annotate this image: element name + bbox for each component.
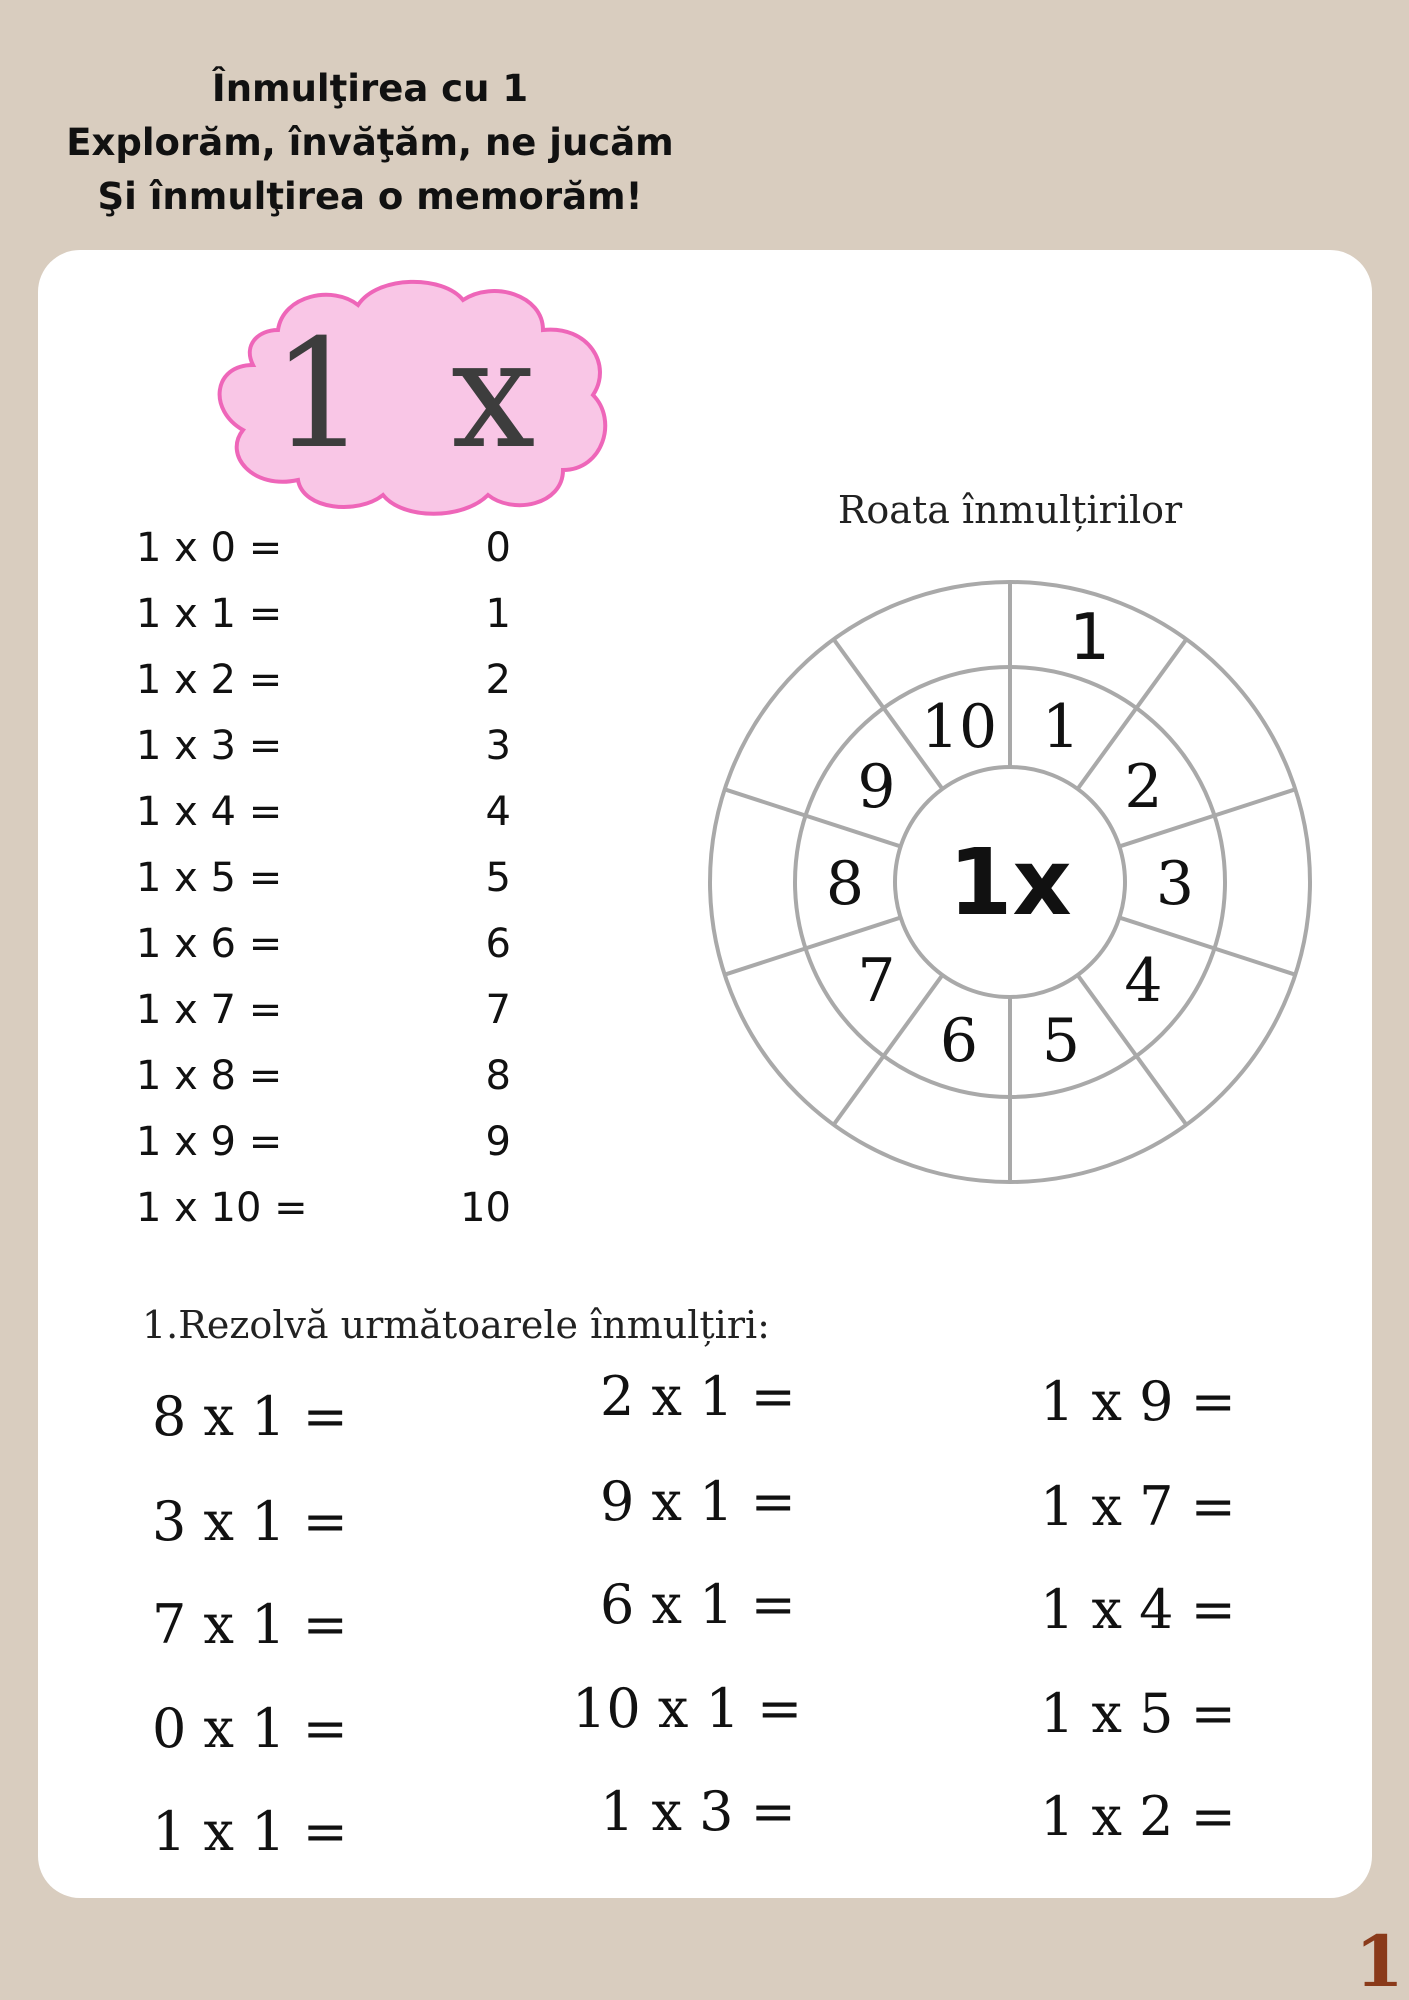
- exercise-item: 3 x 1 =: [152, 1490, 348, 1553]
- exercise-item: 1 x 4 =: [1040, 1578, 1236, 1641]
- wheel-outer-numbers: [1069, 601, 1110, 675]
- table-expression: 1 x 0 =: [136, 525, 283, 571]
- page-number: 1: [1355, 1920, 1404, 2000]
- table-result: 6: [485, 921, 511, 967]
- table-row: [136, 723, 511, 789]
- table-result: 5: [485, 855, 511, 901]
- table-row: [136, 987, 511, 1053]
- table-expression: 1 x 9 =: [136, 1119, 283, 1165]
- table-result: 10: [460, 1185, 511, 1231]
- wheel-inner-number: 5: [1041, 1005, 1081, 1076]
- header-subtitle-1: Explorăm, învăţăm, ne jucăm: [66, 121, 674, 164]
- wheel-inner-number: 10: [920, 692, 998, 763]
- exercise-item: 10 x 1 =: [572, 1677, 803, 1740]
- table-expression: 1 x 1 =: [136, 591, 283, 637]
- table-row: [136, 591, 511, 657]
- exercise-item: 7 x 1 =: [152, 1593, 348, 1656]
- table-result: 3: [485, 723, 511, 769]
- wheel-outer-number: 1: [1069, 601, 1110, 676]
- table-result: 1: [485, 591, 511, 637]
- table-result: 4: [485, 789, 511, 835]
- table-expression: 1 x 10 =: [136, 1185, 308, 1231]
- wheel-inner-number: 6: [939, 1005, 979, 1076]
- table-row: [136, 921, 511, 987]
- exercise-item: 9 x 1 =: [600, 1470, 796, 1533]
- wheel-inner-number: 7: [857, 945, 896, 1016]
- table-expression: 1 x 8 =: [136, 1053, 283, 1099]
- wheel-title: Roata înmulțirilor: [837, 488, 1183, 532]
- exercise-item: 1 x 1 =: [152, 1800, 348, 1863]
- multiplication-wheel: [700, 572, 1320, 1192]
- table-row: [136, 657, 511, 723]
- cloud-badge: [198, 270, 623, 520]
- wheel-inner-number: 3: [1155, 849, 1195, 919]
- table-expression: 1 x 2 =: [136, 657, 283, 703]
- exercise-item: 6 x 1 =: [600, 1573, 796, 1636]
- table-result: 0: [485, 525, 511, 571]
- table-row: [136, 1119, 511, 1185]
- exercise-item: 8 x 1 =: [152, 1385, 348, 1448]
- wheel-inner-number: 2: [1124, 752, 1163, 823]
- table-row: [136, 525, 511, 591]
- table-result: 7: [485, 987, 511, 1033]
- table-row: [136, 1185, 511, 1251]
- wheel-inner-number: 9: [857, 752, 896, 823]
- exercise-item: 1 x 3 =: [600, 1780, 796, 1843]
- table-result: 9: [485, 1119, 511, 1165]
- table-result: 8: [485, 1053, 511, 1099]
- wheel-inner-number: 1: [1041, 692, 1081, 763]
- worksheet-header: [60, 62, 680, 224]
- wheel-inner-number: 8: [825, 849, 865, 919]
- table-expression: 1 x 7 =: [136, 987, 283, 1033]
- exercise-item: 1 x 2 =: [1040, 1785, 1236, 1848]
- table-row: [136, 1053, 511, 1119]
- header-title: Înmulţirea cu 1: [211, 67, 529, 110]
- badge-number: 1: [271, 308, 381, 482]
- exercise-item: 1 x 5 =: [1040, 1682, 1236, 1745]
- wheel-center-label: 1x: [948, 829, 1072, 936]
- table-row: [136, 855, 511, 921]
- table-expression: 1 x 6 =: [136, 921, 283, 967]
- exercise-item: 2 x 1 =: [600, 1365, 796, 1428]
- table-row: [136, 789, 511, 855]
- wheel-inner-number: 4: [1124, 945, 1163, 1016]
- table-result: 2: [485, 657, 511, 703]
- exercise-item: 1 x 9 =: [1040, 1370, 1236, 1433]
- exercise-title: 1.Rezolvă următoarele înmulțiri:: [142, 1303, 770, 1347]
- table-expression: 1 x 4 =: [136, 789, 283, 835]
- badge-sign: x: [450, 308, 550, 482]
- table-expression: 1 x 3 =: [136, 723, 283, 769]
- exercise-item: 1 x 7 =: [1040, 1475, 1236, 1538]
- exercise-item: 0 x 1 =: [152, 1697, 348, 1760]
- header-subtitle-2: Şi înmulţirea o memorăm!: [97, 175, 643, 218]
- table-expression: 1 x 5 =: [136, 855, 283, 901]
